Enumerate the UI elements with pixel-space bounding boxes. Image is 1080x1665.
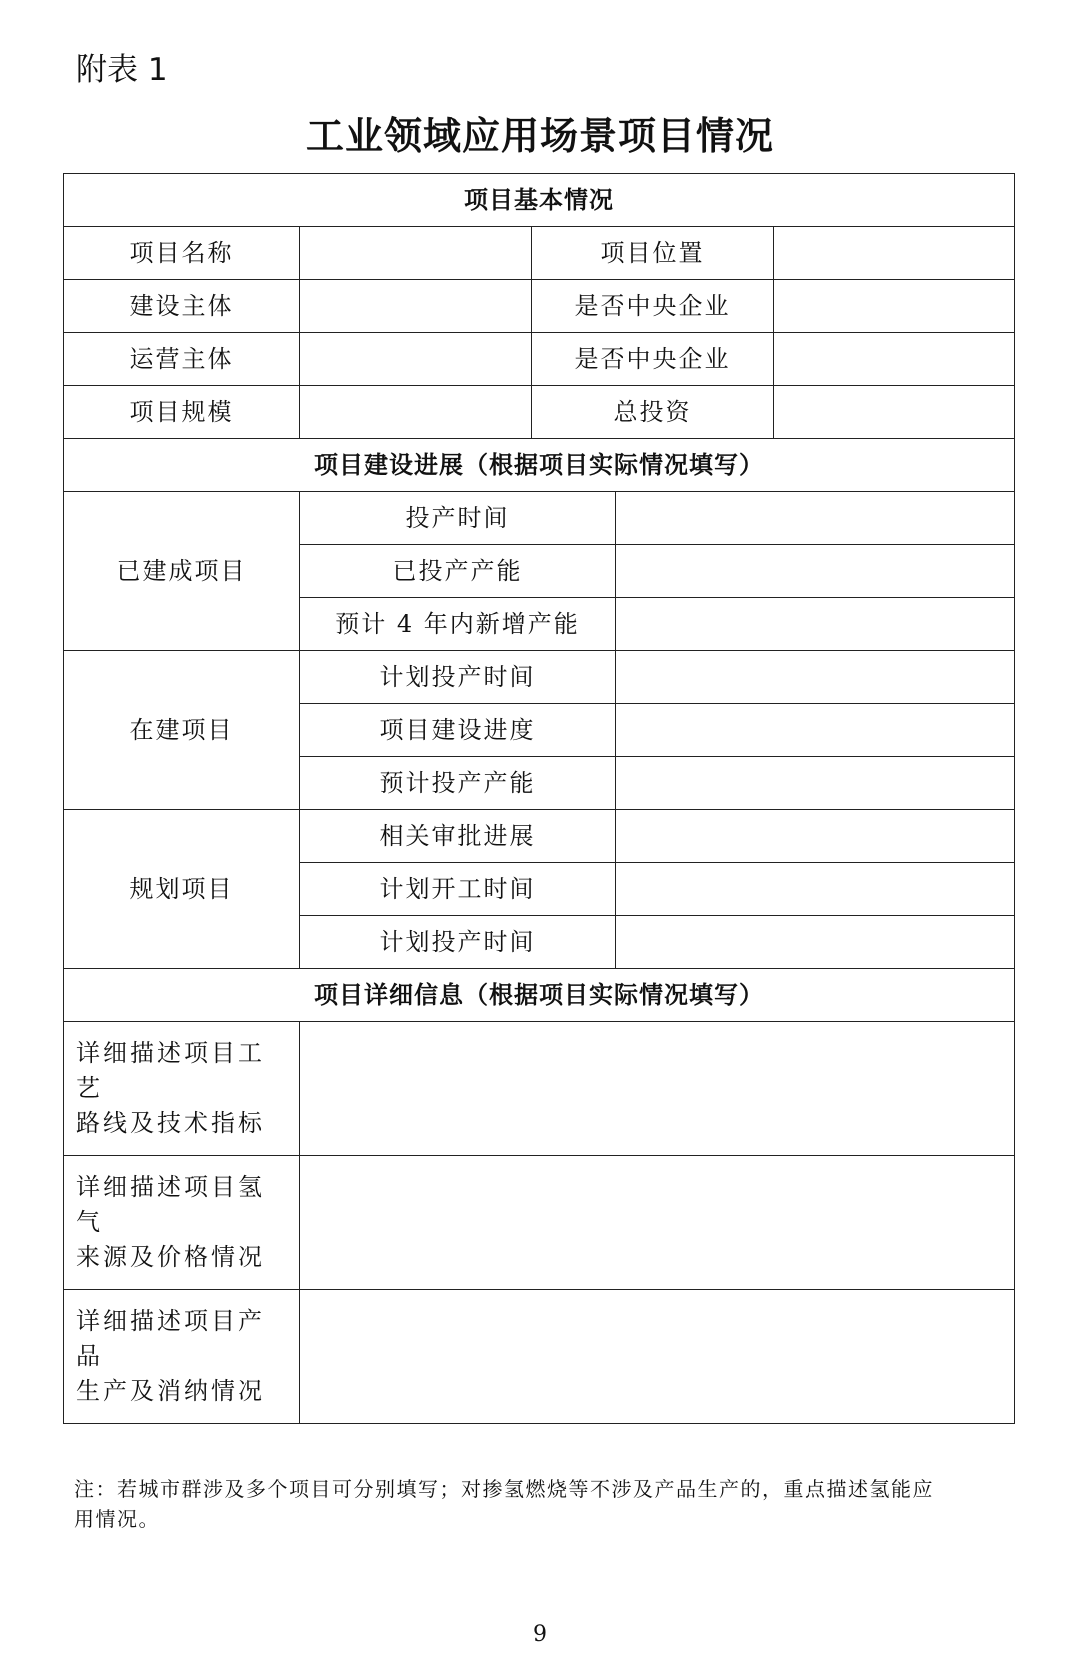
completed-item-label: 已投产产能: [300, 545, 616, 598]
process-route-label: [64, 1022, 300, 1156]
project-form-table: [63, 173, 1015, 1424]
operator-label: 运营主体: [64, 333, 300, 386]
attachment-label: 附表 1: [76, 52, 168, 88]
project-location-cell[interactable]: [774, 227, 1015, 280]
section-header-row: [64, 969, 1015, 1022]
project-location-label: 项目位置: [532, 227, 774, 280]
planned-projects-label: 规划项目: [64, 810, 300, 969]
table-row: [64, 651, 1015, 704]
construction-item-value-cell[interactable]: [616, 757, 1015, 810]
planned-item-value-cell[interactable]: [616, 916, 1015, 969]
builder-central-soe-label: 是否中央企业: [532, 280, 774, 333]
operator-central-soe-label: 是否中央企业: [532, 333, 774, 386]
product-consumption-cell[interactable]: [300, 1290, 1015, 1424]
table-row: [64, 1022, 1015, 1156]
process-route-cell[interactable]: [300, 1022, 1015, 1156]
project-scale-label: 项目规模: [64, 386, 300, 439]
detail-label-line: 生产及消纳情况: [76, 1377, 265, 1405]
detail-label-line: 详细描述项目产品: [76, 1307, 265, 1370]
table-row: [64, 1156, 1015, 1290]
project-scale-cell[interactable]: [300, 386, 532, 439]
detail-label-line: 来源及价格情况: [76, 1243, 265, 1271]
table-row: [64, 280, 1015, 333]
table-row: [64, 1290, 1015, 1424]
section-header-row: [64, 439, 1015, 492]
footnote: [74, 1474, 1014, 1534]
detail-label-line: 路线及技术指标: [76, 1109, 265, 1137]
footnote-line: 注：若城市群涉及多个项目可分别填写；对掺氢燃烧等不涉及产品生产的，重点描述氢能应: [74, 1477, 934, 1501]
completed-item-label: 预计 4 年内新增产能: [300, 598, 616, 651]
page-title: 工业领域应用场景项目情况: [305, 113, 774, 158]
section-basic-header: 项目基本情况: [64, 174, 1015, 227]
planned-item-label: 计划开工时间: [300, 863, 616, 916]
under-construction-label: 在建项目: [64, 651, 300, 810]
table-row: [64, 492, 1015, 545]
table-row: [64, 386, 1015, 439]
completed-item-value-cell[interactable]: [616, 545, 1015, 598]
table-row: [64, 227, 1015, 280]
footnote-line: 用情况。: [74, 1507, 160, 1531]
planned-item-value-cell[interactable]: [616, 810, 1015, 863]
page-number: 9: [533, 1622, 547, 1647]
operator-central-soe-cell[interactable]: [774, 333, 1015, 386]
planned-item-value-cell[interactable]: [616, 863, 1015, 916]
completed-item-label: 投产时间: [300, 492, 616, 545]
builder-central-soe-cell[interactable]: [774, 280, 1015, 333]
product-consumption-label: [64, 1290, 300, 1424]
detail-label-line: 详细描述项目工艺: [76, 1039, 265, 1102]
operator-cell[interactable]: [300, 333, 532, 386]
builder-label: 建设主体: [64, 280, 300, 333]
hydrogen-source-cell[interactable]: [300, 1156, 1015, 1290]
completed-projects-label: 已建成项目: [64, 492, 300, 651]
completed-item-value-cell[interactable]: [616, 492, 1015, 545]
construction-item-label: 项目建设进度: [300, 704, 616, 757]
construction-item-label: 计划投产时间: [300, 651, 616, 704]
section-progress-header: 项目建设进展（根据项目实际情况填写）: [64, 439, 1015, 492]
total-investment-cell[interactable]: [774, 386, 1015, 439]
section-detail-header: 项目详细信息（根据项目实际情况填写）: [64, 969, 1015, 1022]
table-row: [64, 333, 1015, 386]
construction-item-value-cell[interactable]: [616, 704, 1015, 757]
construction-item-value-cell[interactable]: [616, 651, 1015, 704]
detail-label-line: 详细描述项目氢气: [76, 1173, 265, 1236]
section-header-row: [64, 174, 1015, 227]
project-name-cell[interactable]: [300, 227, 532, 280]
builder-cell[interactable]: [300, 280, 532, 333]
planned-item-label: 计划投产时间: [300, 916, 616, 969]
table-row: [64, 810, 1015, 863]
construction-item-label: 预计投产产能: [300, 757, 616, 810]
completed-item-value-cell[interactable]: [616, 598, 1015, 651]
planned-item-label: 相关审批进展: [300, 810, 616, 863]
hydrogen-source-label: [64, 1156, 300, 1290]
project-name-label: 项目名称: [64, 227, 300, 280]
total-investment-label: 总投资: [532, 386, 774, 439]
